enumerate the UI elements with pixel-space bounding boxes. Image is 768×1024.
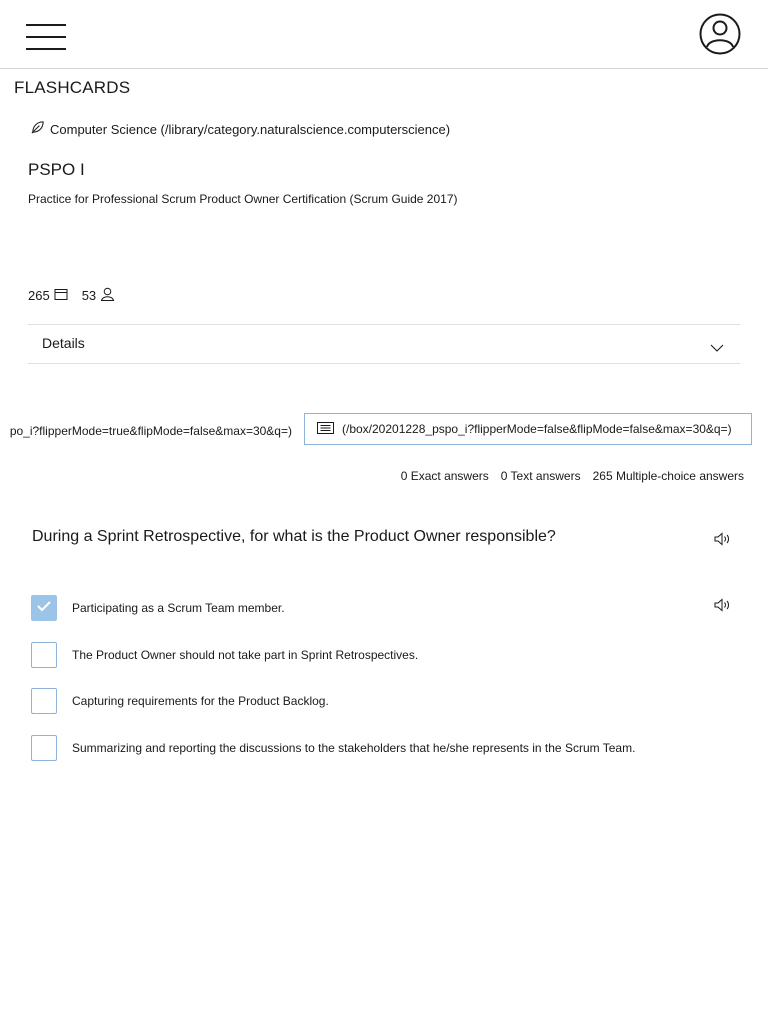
multiple-choice-answers-count: 265 Multiple-choice answers bbox=[592, 469, 744, 483]
category-link[interactable] bbox=[30, 120, 450, 138]
text-answers-count: 0 Text answers bbox=[500, 469, 581, 483]
person-icon bbox=[96, 287, 115, 304]
box-description: Practice for Professional Scrum Product Owner Certification (Scrum Guide 2017) bbox=[28, 192, 458, 206]
hamburger-menu-icon[interactable] bbox=[26, 24, 68, 52]
answer-option[interactable] bbox=[31, 595, 285, 621]
answer-counts bbox=[389, 469, 744, 483]
answer-checkbox[interactable] bbox=[31, 735, 57, 761]
answer-option-label: Capturing requirements for the Product Backlog. bbox=[72, 694, 329, 708]
speaker-icon[interactable] bbox=[714, 532, 732, 546]
answer-option[interactable] bbox=[31, 642, 418, 668]
cards-icon bbox=[50, 288, 68, 304]
checkmark-icon bbox=[36, 599, 52, 617]
category-text: Computer Science (/library/category.naturalscience.computerscience) bbox=[50, 121, 451, 137]
list-mode-link[interactable] bbox=[304, 413, 752, 445]
answer-option-label: The Product Owner should not take part in Sprint Retrospectives. bbox=[72, 648, 419, 662]
answer-option[interactable] bbox=[31, 735, 635, 761]
answer-checkbox[interactable] bbox=[31, 688, 57, 714]
answer-option-label: Summarizing and reporting the discussions to the stakeholders that he/she represents in the Scrum Team. bbox=[72, 741, 636, 755]
exact-answers-count: 0 Exact answers bbox=[400, 469, 489, 483]
users-count: 53 bbox=[81, 288, 97, 303]
details-label: Details bbox=[42, 335, 85, 351]
box-stats bbox=[28, 287, 129, 304]
details-accordion[interactable] bbox=[28, 324, 740, 364]
leaf-icon bbox=[30, 120, 50, 138]
list-icon bbox=[305, 422, 342, 437]
answer-option[interactable] bbox=[31, 688, 329, 714]
answer-option-label: Participating as a Scrum Team member. bbox=[72, 601, 285, 615]
flipper-mode-link[interactable]: po_i?flipperMode=true&flipMode=false&max=30&q=) bbox=[9, 424, 292, 438]
users-count-stat bbox=[82, 287, 115, 304]
cards-count: 265 bbox=[28, 288, 50, 303]
answer-checkbox-checked[interactable] bbox=[31, 595, 57, 621]
section-title: FLASHCARDS bbox=[14, 78, 131, 97]
list-mode-text: (/box/20201228_pspo_i?flipperMode=false&flipMode=false&max=30&q=) bbox=[342, 422, 732, 436]
speaker-icon[interactable] bbox=[714, 598, 732, 612]
box-title: PSPO I bbox=[28, 160, 85, 179]
top-bar bbox=[0, 0, 768, 69]
answer-checkbox[interactable] bbox=[31, 642, 57, 668]
chevron-down-icon bbox=[710, 339, 724, 357]
cards-count-stat bbox=[28, 288, 68, 304]
question-text: During a Sprint Retrospective, for what is the Product Owner responsible? bbox=[32, 528, 556, 545]
user-circle-icon[interactable] bbox=[698, 12, 742, 56]
